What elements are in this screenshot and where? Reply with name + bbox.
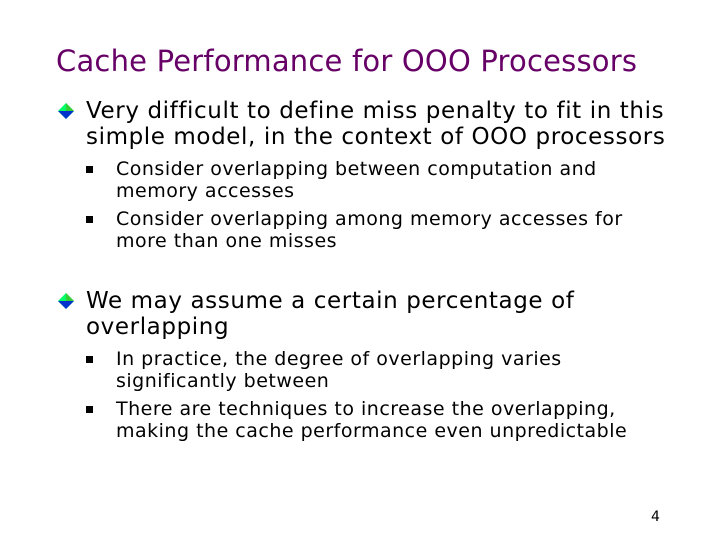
bullet-group-2 <box>0 288 720 442</box>
sub-bullet-2-2-text: There are techniques to increase the overlapping, making the cache performance even unpredictable <box>116 398 628 442</box>
square-bullet-icon <box>86 166 93 173</box>
sub-bullet-1-2-text: Consider overlapping among memory accesses for more than one misses <box>116 208 623 252</box>
main-bullet-2 <box>0 288 686 340</box>
main-bullet-1-text: Very difficult to define miss penalty to fit in this simple model, in the context of OOO processors <box>86 98 666 150</box>
slide-title: Cache Performance for OOO Processors <box>56 44 638 78</box>
page-number: 4 <box>651 509 660 525</box>
sub-bullet-1-1 <box>0 158 676 202</box>
sub-bullet-2-1 <box>0 348 676 392</box>
square-bullet-icon <box>86 406 93 413</box>
square-bullet-icon <box>86 356 93 363</box>
main-bullet-2-text: We may assume a certain percentage of overlapping <box>86 288 575 340</box>
sub-bullet-2-1-text: In practice, the degree of overlapping varies significantly between <box>116 348 562 392</box>
bullet-group-1 <box>0 98 720 252</box>
main-bullet-1 <box>0 98 686 150</box>
diamond-icon <box>58 103 74 119</box>
sub-bullet-1-2 <box>0 208 676 252</box>
diamond-icon <box>58 293 74 309</box>
sub-bullet-1-1-text: Consider overlapping between computation and memory accesses <box>116 158 597 202</box>
square-bullet-icon <box>86 216 93 223</box>
sub-bullet-2-2 <box>0 398 676 442</box>
